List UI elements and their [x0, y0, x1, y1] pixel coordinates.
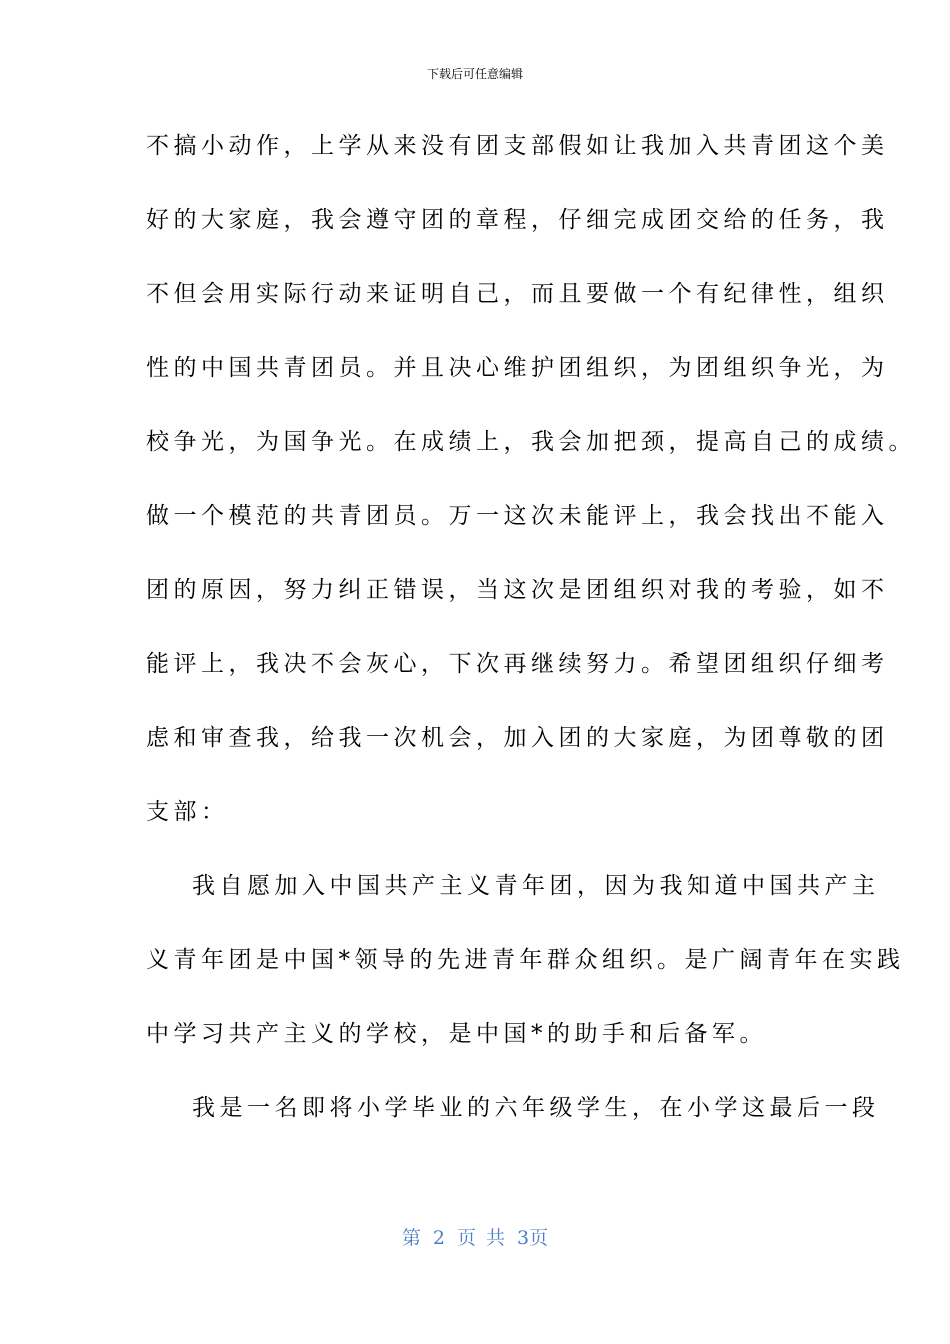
text-line: 义青年团是中国*领导的先进青年群众组织。是广阔青年在实践 [146, 947, 905, 973]
text-line: 团的原因，努力纠正错误，当这次是团组织对我的考验，如不 [146, 577, 889, 603]
paragraph-first-line: 我是一名即将小学毕业的六年级学生，在小学这最后一段 [192, 1095, 880, 1121]
text-line: 支部： [146, 799, 229, 825]
text-line: 能评上，我决不会灰心，下次再继续努力。希望团组织仔细考 [146, 651, 889, 677]
document-body [146, 120, 916, 1156]
page-header: 下载后可任意编辑 [426, 67, 523, 81]
text-line: 不但会用实际行动来证明自己，而且要做一个有纪律性，组织 [146, 281, 889, 307]
text-line: 不搞小动作，上学从来没有团支部假如让我加入共青团这个美 [146, 133, 889, 159]
text-line: 做一个模范的共青团员。万一这次未能评上，我会找出不能入 [146, 503, 889, 529]
page-number-footer [0, 1224, 950, 1252]
text-line: 好的大家庭，我会遵守团的章程，仔细完成团交给的任务，我 [146, 207, 889, 233]
text-line: 虑和审查我，给我一次机会，加入团的大家庭，为团尊敬的团 [146, 725, 889, 751]
footer-middle: 页 共 [456, 1227, 506, 1249]
text-line: 中学习共产主义的学校，是中国*的助手和后备军。 [146, 1021, 767, 1047]
footer-prefix: 第 [401, 1227, 421, 1249]
footer-current-page: 2 [432, 1227, 445, 1249]
text-line: 性的中国共青团员。并且决心维护团组织，为团组织争光，为 [146, 355, 889, 381]
paragraph-first-line: 我自愿加入中国共产主义青年团，因为我知道中国共产主 [192, 873, 880, 899]
text-line: 校争光，为国争光。在成绩上，我会加把颈，提高自己的成绩。 [146, 429, 916, 455]
footer-total-pages: 3页 [517, 1227, 549, 1249]
